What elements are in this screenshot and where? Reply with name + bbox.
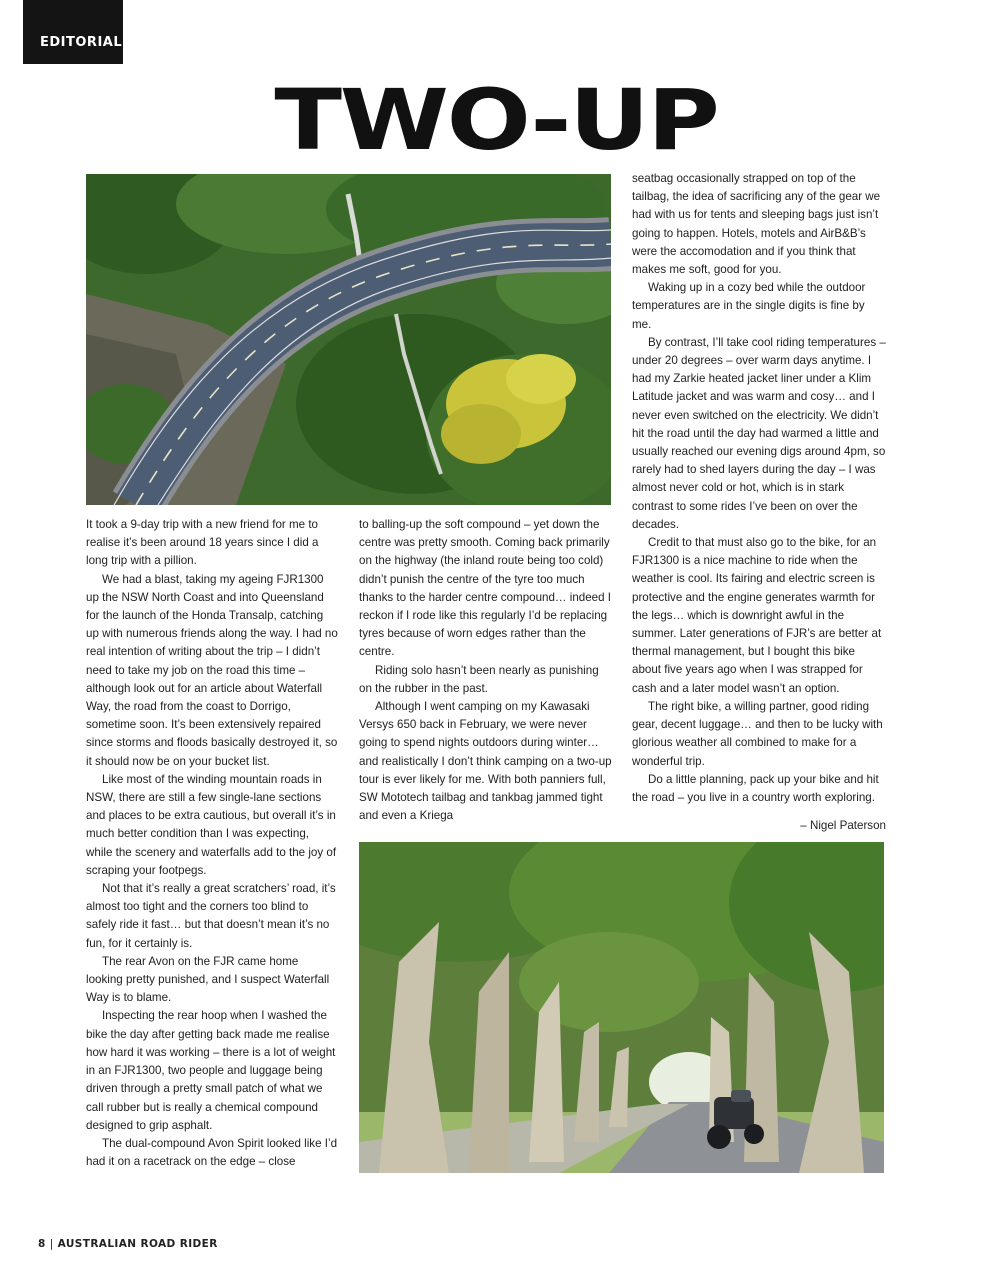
paragraph: seatbag occasionally strapped on top of the tailbag, the idea of sacrificing any of the gear we had with us for tents and sleeping bags just isn’t going to happen. Hotels, motels and AirB&B’s were the accomodation and if you think that makes me soft, good for you.	[632, 172, 881, 277]
paragraph: We had a blast, taking my ageing FJR1300 up the NSW North Coast and into Queensland for the launch of the Honda Transalp, catching up with numerous friends along the way. I had no real intention of writing about the trip – I didn’t need to take my job on the road this time – although look out for an article about Waterfall Way, the road from the coast to Dorrigo, sometime soon. It’s been extensively repaired since storms and floods basically destroyed it, so it should now be on your bucket list.	[86, 572, 338, 768]
headline: TWO-UP	[274, 71, 718, 169]
paragraph: Credit to that must also go to the bike, for an FJR1300 is a nice machine to ride when the weather is cool. Its fairing and electric screen is protective and the engine generates warmth for the legs… which is downright awful in the summer. Later generations of FJR’s are better at thermal management, but I bought this bike about five years ago when I was strapped for cash and a later model wasn’t an option.	[632, 536, 882, 695]
paragraph: Riding solo hasn’t been nearly as punishing on the rubber in the past.	[359, 663, 599, 695]
article-column-3	[632, 170, 886, 835]
paragraph: Do a little planning, pack up your bike and hit the road – you live in a country worth exploring.	[632, 772, 879, 804]
paragraph: By contrast, I’ll take cool riding temperatures – under 20 degrees – over warm days anytime. I had my Zarkie heated jacket liner under a Klim Latitude jacket and was warm and cosy… and I never even switched on the electricity. We didn’t hit the road until the day had warmed a little and usually reached our evening digs around 4pm, so rarely had to shed layers during the day – I was almost never cold or hot, which is in stark contrast to some rides I’ve been on over the decades.	[632, 335, 886, 531]
mountain-road-photo	[86, 174, 611, 505]
section-tag-label: EDITORIAL	[40, 35, 123, 50]
paragraph: The right bike, a willing partner, good riding gear, decent luggage… and then to be lucky with glorious weather all combined to make for a wonderful trip.	[632, 699, 883, 768]
paragraph: Not that it’s really a great scratchers’ road, it’s almost too tight and the corners too blind to safely ride it fast… but that doesn’t mean it’s no fun, for it certainly is.	[86, 882, 336, 950]
paragraph: Although I went camping on my Kawasaki Versys 650 back in February, we were never going to spend nights outdoors during winter… and realistically I don’t think camping on a two-up tour is ever likely for me. With both panniers full, SW Mototech tailbag and tankbag jammed tight and even a Kriega	[359, 700, 612, 823]
paragraph: to balling-up the soft compound – yet down the centre was pretty smooth. Coming back primarily on the highway (the inland route being too cold) didn’t punish the centre of the tyre too much thanks to the harder centre compound… indeed I reckon if I rode like this regularly I’d be replacing tyres because of worn edges rather than the centre.	[359, 518, 611, 659]
article-column-2	[359, 516, 613, 825]
page-footer	[38, 1238, 218, 1250]
magazine-name: AUSTRALIAN ROAD RIDER	[57, 1238, 218, 1250]
author-signature: – Nigel Paterson	[800, 819, 886, 833]
article-column-1	[86, 516, 338, 1171]
footer-separator: |	[49, 1238, 54, 1250]
page-number: 8	[38, 1238, 46, 1250]
paragraph: Like most of the winding mountain roads in NSW, there are still a few single-lane sections and places to be extra cautious, but overall it’s in much better condition than I was expecting, while the scenery and waterfalls add to the joy of scraping your footpegs.	[86, 772, 337, 877]
tree-tunnel-photo	[359, 842, 884, 1173]
paragraph: Inspecting the rear hoop when I washed the bike the day after getting back made me realise how hard it was working – there is a lot of weight in an FJR1300, two people and luggage being driven through a pretty small patch of what we call rubber but is really a chemical compound designed to grip asphalt.	[86, 1009, 336, 1132]
paragraph: The rear Avon on the FJR came home looking pretty punished, and I suspect Waterfall Way is to blame.	[86, 954, 330, 1005]
paragraph: It took a 9-day trip with a new friend for me to realise it’s been around 18 years since I did a long trip with a pillion.	[86, 518, 319, 568]
paragraph: Waking up in a cozy bed while the outdoor temperatures are in the single digits is fine by me.	[632, 281, 866, 331]
paragraph: The dual-compound Avon Spirit looked like I’d had it on a racetrack on the edge – close	[86, 1136, 338, 1169]
section-tag	[23, 0, 123, 64]
